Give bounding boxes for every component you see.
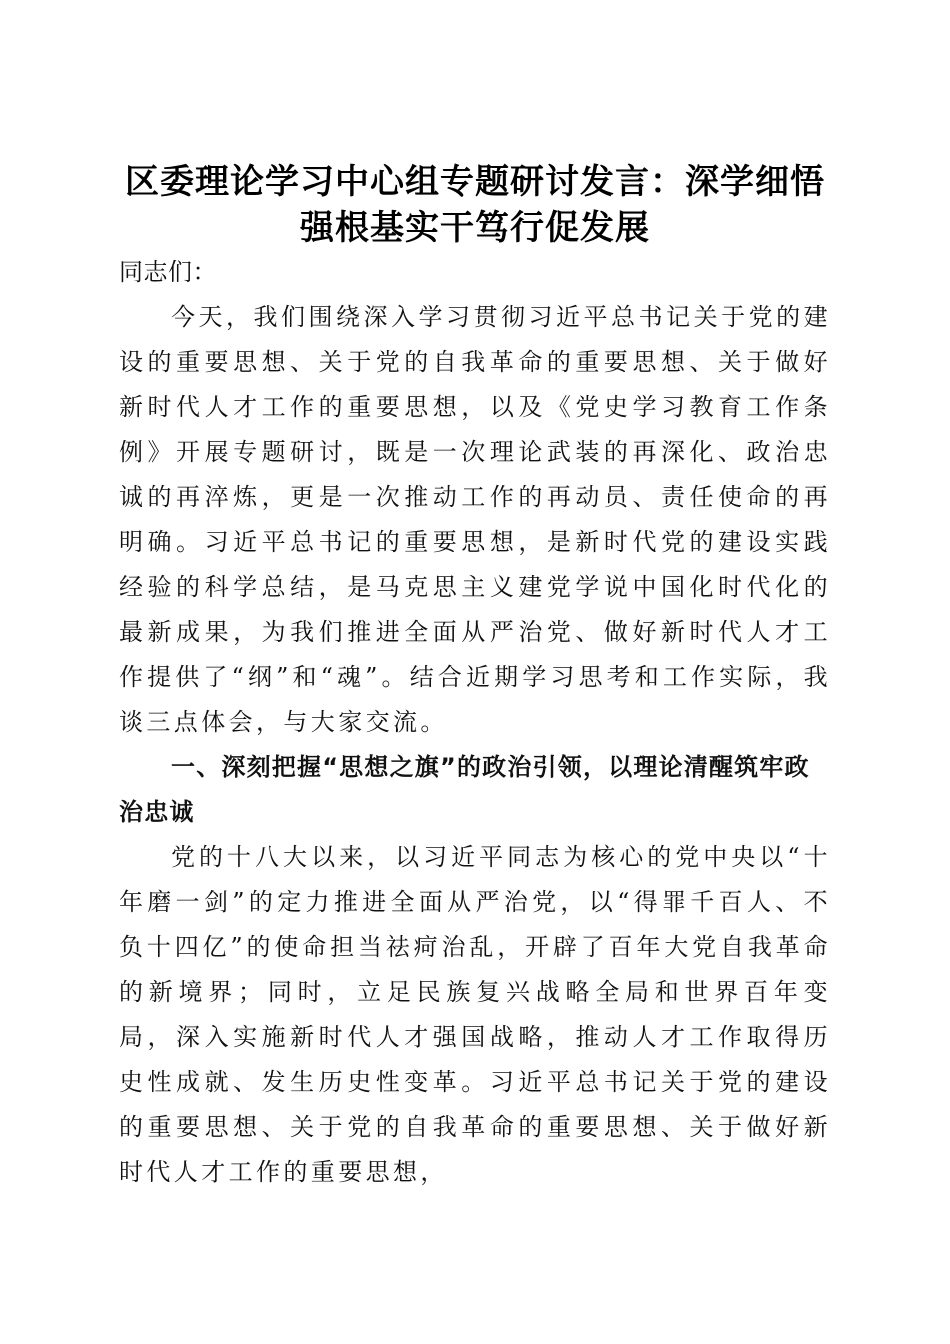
paragraph-section-1: 党的十八大以来，以习近平同志为核心的党中央以“十年磨一剑”的定力推进全面从严治党，以“得罪千百人、不负十四亿”的使命担当祛疴治乱，开辟了百年大党自我革命的新境界；同时，立足民族复兴战略全局和世界百年变局，深入实施新时代人才强国战略，推动人才工作取得历史性成就、发生历史性变革。习近平总书记关于党的建设的重要思想、关于党的自我革命的重要思想、关于做好新时代人才工作的重要思想，	[119, 843, 831, 1186]
document-body	[119, 250, 831, 1195]
paragraph-intro: 今天，我们围绕深入学习贯彻习近平总书记关于党的建设的重要思想、关于党的自我革命的重要思想、关于做好新时代人才工作的重要思想，以及《党史学习教育工作条例》开展专题研讨，既是一次理论武装的再深化、政治忠诚的再淬炼，更是一次推动工作的再动员、责任使命的再明确。习近平总书记的重要思想，是新时代党的建设实践经验的科学总结，是马克思主义建党学说中国化时代化的最新成果，为我们推进全面从严治党、做好新时代人才工作提供了“纲”和“魂”。结合近期学习思考和工作实际，我谈三点体会，与大家交流。	[119, 303, 831, 736]
title-line-1: 区委理论学习中心组专题研讨发言：深学细悟	[125, 161, 825, 202]
salutation: 同志们：	[119, 258, 217, 286]
title-line-2: 强根基实干笃行促发展	[300, 207, 650, 248]
section-heading-1: 一、深刻把握“思想之旗”的政治引领，以理论清醒筑牢政治忠诚	[119, 753, 810, 826]
document-title	[100, 159, 850, 251]
